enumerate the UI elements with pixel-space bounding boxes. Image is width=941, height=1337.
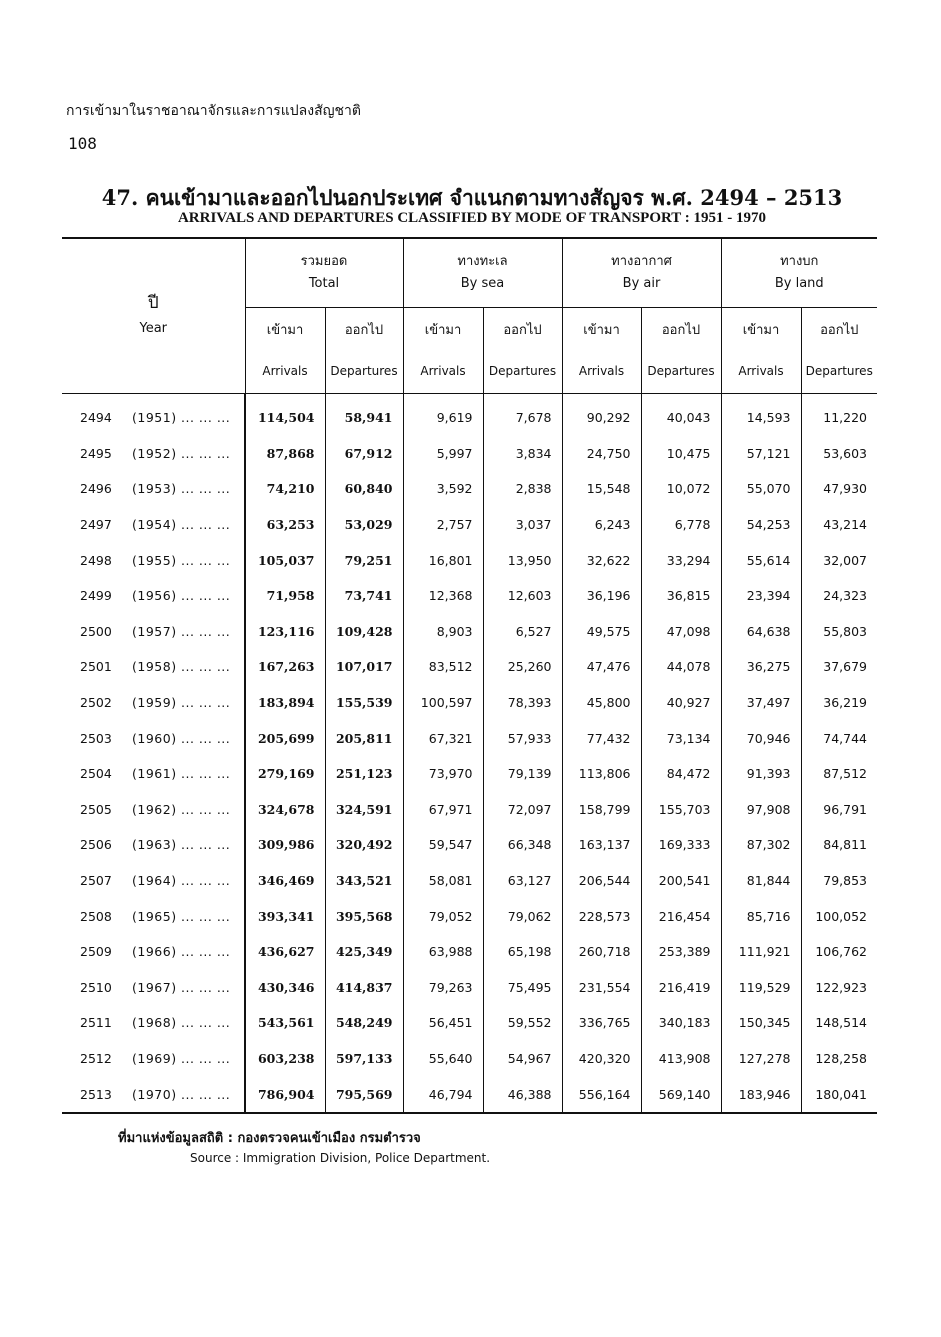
arrivals-thai: เข้ามา xyxy=(424,322,462,338)
land-arrivals-cell: 64,638 xyxy=(721,614,801,650)
air-departures-cell: 216,454 xyxy=(641,898,721,934)
sea-departures-cell: 66,348 xyxy=(483,827,562,863)
table-row xyxy=(62,649,877,685)
land-departures-cell: 74,744 xyxy=(801,720,877,756)
total-departures-cell: 60,840 xyxy=(325,471,403,507)
subheader-land-departures xyxy=(801,308,877,394)
year-header-english: Year xyxy=(139,321,168,336)
sea-departures-cell: 12,603 xyxy=(483,578,562,614)
land-arrivals-cell: 55,614 xyxy=(721,542,801,578)
total-arrivals-cell: 87,868 xyxy=(245,436,325,472)
sea-departures-cell: 13,950 xyxy=(483,542,562,578)
sea-arrivals-cell: 79,052 xyxy=(403,898,483,934)
total-departures-cell: 324,591 xyxy=(325,792,403,828)
land-departures-cell: 47,930 xyxy=(801,471,877,507)
year-ce-cell: (1955) ... ... ... xyxy=(132,552,231,568)
group-header-sea xyxy=(403,238,562,308)
table-row xyxy=(62,614,877,650)
total-departures-cell: 795,569 xyxy=(325,1076,403,1113)
total-arrivals-cell: 786,904 xyxy=(245,1076,325,1113)
total-departures-cell: 425,349 xyxy=(325,934,403,970)
departures-thai: ออกไป xyxy=(344,322,384,338)
total-arrivals-cell: 309,986 xyxy=(245,827,325,863)
land-arrivals-cell: 54,253 xyxy=(721,507,801,543)
year-be-cell: 2508 xyxy=(80,908,112,924)
land-departures-cell: 148,514 xyxy=(801,1005,877,1041)
sea-arrivals-cell: 16,801 xyxy=(403,542,483,578)
year-be-cell: 2509 xyxy=(80,944,112,960)
group-land-thai: ทางบก xyxy=(780,254,819,269)
table-row xyxy=(62,1076,877,1113)
air-departures-cell: 10,475 xyxy=(641,436,721,472)
air-arrivals-cell: 24,750 xyxy=(562,436,641,472)
land-arrivals-cell: 97,908 xyxy=(721,792,801,828)
sea-arrivals-cell: 12,368 xyxy=(403,578,483,614)
year-be-cell: 2510 xyxy=(80,979,112,995)
land-departures-cell: 36,219 xyxy=(801,685,877,721)
table-row xyxy=(62,685,877,721)
group-header-air xyxy=(562,238,721,308)
sea-arrivals-cell: 56,451 xyxy=(403,1005,483,1041)
subheader-land-arrivals xyxy=(721,308,801,394)
air-arrivals-cell: 420,320 xyxy=(562,1041,641,1077)
land-arrivals-cell: 85,716 xyxy=(721,898,801,934)
group-header-total xyxy=(245,238,403,308)
departures-english: Departures xyxy=(805,363,873,378)
air-arrivals-cell: 6,243 xyxy=(562,507,641,543)
table-row xyxy=(62,507,877,543)
sea-departures-cell: 46,388 xyxy=(483,1076,562,1113)
air-arrivals-cell: 206,544 xyxy=(562,863,641,899)
land-departures-cell: 79,853 xyxy=(801,863,877,899)
land-arrivals-cell: 81,844 xyxy=(721,863,801,899)
table-row xyxy=(62,471,877,507)
sea-arrivals-cell: 46,794 xyxy=(403,1076,483,1113)
land-arrivals-cell: 150,345 xyxy=(721,1005,801,1041)
subheader-total-arrivals xyxy=(245,308,325,394)
arrivals-english: Arrivals xyxy=(738,363,784,378)
arrivals-english: Arrivals xyxy=(262,363,308,378)
land-arrivals-cell: 23,394 xyxy=(721,578,801,614)
sea-arrivals-cell: 79,263 xyxy=(403,970,483,1006)
year-be-cell: 2504 xyxy=(80,766,112,782)
table-title-english: ARRIVALS AND DEPARTURES CLASSIFIED BY MODE OF TRANSPORT : 1951 - 1970 xyxy=(177,210,767,226)
sea-departures-cell: 72,097 xyxy=(483,792,562,828)
air-departures-cell: 33,294 xyxy=(641,542,721,578)
land-departures-cell: 24,323 xyxy=(801,578,877,614)
sea-arrivals-cell: 83,512 xyxy=(403,649,483,685)
air-arrivals-cell: 336,765 xyxy=(562,1005,641,1041)
land-arrivals-cell: 87,302 xyxy=(721,827,801,863)
land-departures-cell: 87,512 xyxy=(801,756,877,792)
sea-arrivals-cell: 58,081 xyxy=(403,863,483,899)
land-arrivals-cell: 36,275 xyxy=(721,649,801,685)
year-header-thai: ปี xyxy=(147,293,159,313)
total-arrivals-cell: 71,958 xyxy=(245,578,325,614)
total-arrivals-cell: 114,504 xyxy=(245,394,325,436)
source-note-english: Source : Immigration Division, Police Department. xyxy=(190,1151,491,1165)
arrivals-english: Arrivals xyxy=(578,363,625,378)
total-departures-cell: 343,521 xyxy=(325,863,403,899)
year-be-cell: 2507 xyxy=(80,873,112,889)
table-row xyxy=(62,1041,877,1077)
departures-thai: ออกไป xyxy=(503,322,542,338)
year-be-cell: 2495 xyxy=(80,445,112,461)
total-departures-cell: 67,912 xyxy=(325,436,403,472)
total-arrivals-cell: 603,238 xyxy=(245,1041,325,1077)
sea-arrivals-cell: 8,903 xyxy=(403,614,483,650)
sea-departures-cell: 6,527 xyxy=(483,614,562,650)
total-departures-cell: 395,568 xyxy=(325,898,403,934)
total-departures-cell: 205,811 xyxy=(325,720,403,756)
total-arrivals-cell: 63,253 xyxy=(245,507,325,543)
air-arrivals-cell: 228,573 xyxy=(562,898,641,934)
year-ce-cell: (1958) ... ... ... xyxy=(132,659,231,675)
departures-english: Departures xyxy=(330,363,398,378)
table-row xyxy=(62,720,877,756)
land-departures-cell: 122,923 xyxy=(801,970,877,1006)
air-departures-cell: 36,815 xyxy=(641,578,721,614)
year-ce-cell: (1967) ... ... ... xyxy=(132,979,231,995)
air-departures-cell: 44,078 xyxy=(641,649,721,685)
year-be-cell: 2494 xyxy=(80,410,112,426)
sea-arrivals-cell: 100,597 xyxy=(403,685,483,721)
air-departures-cell: 10,072 xyxy=(641,471,721,507)
air-arrivals-cell: 49,575 xyxy=(562,614,641,650)
sea-departures-cell: 59,552 xyxy=(483,1005,562,1041)
subheader-air-departures xyxy=(641,308,721,394)
arrivals-thai: เข้ามา xyxy=(583,322,620,338)
table-row xyxy=(62,827,877,863)
year-ce-cell: (1952) ... ... ... xyxy=(132,445,231,461)
group-land-english: By land xyxy=(774,276,824,291)
group-air-thai: ทางอากาศ xyxy=(611,254,672,269)
land-departures-cell: 53,603 xyxy=(801,436,877,472)
total-departures-cell: 320,492 xyxy=(325,827,403,863)
year-be-cell: 2513 xyxy=(80,1086,112,1102)
air-arrivals-cell: 113,806 xyxy=(562,756,641,792)
air-arrivals-cell: 32,622 xyxy=(562,542,641,578)
total-arrivals-cell: 167,263 xyxy=(245,649,325,685)
total-arrivals-cell: 393,341 xyxy=(245,898,325,934)
land-departures-cell: 106,762 xyxy=(801,934,877,970)
land-arrivals-cell: 55,070 xyxy=(721,471,801,507)
air-arrivals-cell: 15,548 xyxy=(562,471,641,507)
year-ce-cell: (1953) ... ... ... xyxy=(132,481,231,497)
land-arrivals-cell: 119,529 xyxy=(721,970,801,1006)
land-departures-cell: 84,811 xyxy=(801,827,877,863)
sea-departures-cell: 3,037 xyxy=(483,507,562,543)
total-arrivals-cell: 346,469 xyxy=(245,863,325,899)
table-title-thai: 47. คนเข้ามาและออกไปนอกประเทศ จำแนกตามทางสัญจร พ.ศ. 2494 – 2513 xyxy=(101,185,843,210)
sea-arrivals-cell: 55,640 xyxy=(403,1041,483,1077)
year-be-cell: 2502 xyxy=(80,695,112,711)
departures-thai: ออกไป xyxy=(820,322,859,338)
land-arrivals-cell: 57,121 xyxy=(721,436,801,472)
total-arrivals-cell: 543,561 xyxy=(245,1005,325,1041)
statistics-table xyxy=(62,237,877,1114)
year-ce-cell: (1957) ... ... ... xyxy=(132,623,231,639)
total-arrivals-cell: 205,699 xyxy=(245,720,325,756)
land-departures-cell: 55,803 xyxy=(801,614,877,650)
land-arrivals-cell: 111,921 xyxy=(721,934,801,970)
sea-departures-cell: 25,260 xyxy=(483,649,562,685)
total-departures-cell: 548,249 xyxy=(325,1005,403,1041)
year-ce-cell: (1951) ... ... ... xyxy=(132,410,231,426)
sea-departures-cell: 65,198 xyxy=(483,934,562,970)
sea-arrivals-cell: 67,321 xyxy=(403,720,483,756)
sea-departures-cell: 75,495 xyxy=(483,970,562,1006)
year-be-cell: 2512 xyxy=(80,1050,112,1066)
air-departures-cell: 155,703 xyxy=(641,792,721,828)
sea-departures-cell: 3,834 xyxy=(483,436,562,472)
air-arrivals-cell: 556,164 xyxy=(562,1076,641,1113)
subheader-sea-arrivals xyxy=(403,308,483,394)
land-departures-cell: 96,791 xyxy=(801,792,877,828)
total-arrivals-cell: 74,210 xyxy=(245,471,325,507)
sea-departures-cell: 79,062 xyxy=(483,898,562,934)
year-ce-cell: (1968) ... ... ... xyxy=(132,1015,231,1031)
group-header-land xyxy=(721,238,877,308)
year-ce-cell: (1961) ... ... ... xyxy=(132,766,231,782)
air-departures-cell: 200,541 xyxy=(641,863,721,899)
departures-english: Departures xyxy=(647,363,715,378)
year-be-cell: 2511 xyxy=(80,1015,112,1031)
sea-arrivals-cell: 9,619 xyxy=(403,394,483,436)
air-departures-cell: 40,927 xyxy=(641,685,721,721)
sea-departures-cell: 54,967 xyxy=(483,1041,562,1077)
sea-arrivals-cell: 63,988 xyxy=(403,934,483,970)
air-departures-cell: 569,140 xyxy=(641,1076,721,1113)
subheader-total-departures xyxy=(325,308,403,394)
air-departures-cell: 47,098 xyxy=(641,614,721,650)
air-arrivals-cell: 260,718 xyxy=(562,934,641,970)
land-departures-cell: 43,214 xyxy=(801,507,877,543)
year-be-cell: 2506 xyxy=(80,837,112,853)
land-arrivals-cell: 127,278 xyxy=(721,1041,801,1077)
table-row xyxy=(62,970,877,1006)
total-departures-cell: 597,133 xyxy=(325,1041,403,1077)
air-arrivals-cell: 231,554 xyxy=(562,970,641,1006)
arrivals-english: Arrivals xyxy=(420,363,466,378)
departures-english: Departures xyxy=(488,363,557,378)
arrivals-thai: เข้ามา xyxy=(742,322,780,338)
year-header xyxy=(62,238,245,394)
source-note-thai: ที่มาแห่งข้อมูลสถิติ : กองตรวจคนเข้าเมือง กรมตำรวจ xyxy=(118,1131,421,1146)
air-departures-cell: 40,043 xyxy=(641,394,721,436)
total-departures-cell: 414,837 xyxy=(325,970,403,1006)
air-arrivals-cell: 47,476 xyxy=(562,649,641,685)
table-row xyxy=(62,898,877,934)
total-arrivals-cell: 279,169 xyxy=(245,756,325,792)
sea-arrivals-cell: 67,971 xyxy=(403,792,483,828)
land-departures-cell: 37,679 xyxy=(801,649,877,685)
year-be-cell: 2501 xyxy=(80,659,112,675)
total-departures-cell: 251,123 xyxy=(325,756,403,792)
air-departures-cell: 253,389 xyxy=(641,934,721,970)
air-arrivals-cell: 90,292 xyxy=(562,394,641,436)
total-departures-cell: 107,017 xyxy=(325,649,403,685)
sea-arrivals-cell: 2,757 xyxy=(403,507,483,543)
land-departures-cell: 128,258 xyxy=(801,1041,877,1077)
land-arrivals-cell: 70,946 xyxy=(721,720,801,756)
air-departures-cell: 6,778 xyxy=(641,507,721,543)
total-arrivals-cell: 123,116 xyxy=(245,614,325,650)
land-departures-cell: 11,220 xyxy=(801,394,877,436)
sea-arrivals-cell: 73,970 xyxy=(403,756,483,792)
sea-departures-cell: 78,393 xyxy=(483,685,562,721)
land-arrivals-cell: 91,393 xyxy=(721,756,801,792)
air-departures-cell: 340,183 xyxy=(641,1005,721,1041)
year-ce-cell: (1954) ... ... ... xyxy=(132,517,231,533)
departures-thai: ออกไป xyxy=(661,322,701,338)
total-departures-cell: 58,941 xyxy=(325,394,403,436)
sea-arrivals-cell: 5,997 xyxy=(403,436,483,472)
table-row xyxy=(62,1005,877,1041)
table-row xyxy=(62,394,877,436)
land-arrivals-cell: 14,593 xyxy=(721,394,801,436)
land-departures-cell: 100,052 xyxy=(801,898,877,934)
air-arrivals-cell: 45,800 xyxy=(562,685,641,721)
total-arrivals-cell: 430,346 xyxy=(245,970,325,1006)
sea-departures-cell: 7,678 xyxy=(483,394,562,436)
table-row xyxy=(62,934,877,970)
air-arrivals-cell: 77,432 xyxy=(562,720,641,756)
year-ce-cell: (1959) ... ... ... xyxy=(132,695,231,711)
year-ce-cell: (1970) ... ... ... xyxy=(132,1086,231,1102)
air-departures-cell: 169,333 xyxy=(641,827,721,863)
year-be-cell: 2498 xyxy=(80,552,112,568)
air-arrivals-cell: 36,196 xyxy=(562,578,641,614)
group-sea-english: By sea xyxy=(460,276,505,291)
subheader-sea-departures xyxy=(483,308,562,394)
table-row xyxy=(62,578,877,614)
table-row xyxy=(62,863,877,899)
year-be-cell: 2503 xyxy=(80,730,112,746)
sea-departures-cell: 2,838 xyxy=(483,471,562,507)
group-total-english: Total xyxy=(308,276,340,291)
table-row xyxy=(62,436,877,472)
year-be-cell: 2499 xyxy=(80,588,112,604)
table-body xyxy=(62,394,877,1113)
total-departures-cell: 109,428 xyxy=(325,614,403,650)
sea-departures-cell: 63,127 xyxy=(483,863,562,899)
table-row xyxy=(62,756,877,792)
total-departures-cell: 79,251 xyxy=(325,542,403,578)
year-be-cell: 2497 xyxy=(80,517,112,533)
table-row xyxy=(62,542,877,578)
sea-departures-cell: 57,933 xyxy=(483,720,562,756)
land-departures-cell: 180,041 xyxy=(801,1076,877,1113)
total-arrivals-cell: 436,627 xyxy=(245,934,325,970)
total-arrivals-cell: 105,037 xyxy=(245,542,325,578)
land-arrivals-cell: 37,497 xyxy=(721,685,801,721)
year-be-cell: 2500 xyxy=(80,623,112,639)
total-arrivals-cell: 324,678 xyxy=(245,792,325,828)
total-departures-cell: 73,741 xyxy=(325,578,403,614)
land-arrivals-cell: 183,946 xyxy=(721,1076,801,1113)
sea-arrivals-cell: 3,592 xyxy=(403,471,483,507)
year-ce-cell: (1965) ... ... ... xyxy=(132,908,231,924)
air-departures-cell: 413,908 xyxy=(641,1041,721,1077)
year-be-cell: 2505 xyxy=(80,801,112,817)
sea-arrivals-cell: 59,547 xyxy=(403,827,483,863)
year-ce-cell: (1956) ... ... ... xyxy=(132,588,231,604)
air-departures-cell: 216,419 xyxy=(641,970,721,1006)
air-arrivals-cell: 163,137 xyxy=(562,827,641,863)
year-be-cell: 2496 xyxy=(80,481,112,497)
group-sea-thai: ทางทะเล xyxy=(457,254,508,269)
year-ce-cell: (1962) ... ... ... xyxy=(132,801,231,817)
year-ce-cell: (1964) ... ... ... xyxy=(132,873,231,889)
air-departures-cell: 84,472 xyxy=(641,756,721,792)
sea-departures-cell: 79,139 xyxy=(483,756,562,792)
arrivals-thai: เข้ามา xyxy=(266,322,304,338)
air-departures-cell: 73,134 xyxy=(641,720,721,756)
total-departures-cell: 155,539 xyxy=(325,685,403,721)
air-arrivals-cell: 158,799 xyxy=(562,792,641,828)
group-total-thai: รวมยอด xyxy=(300,254,348,269)
year-ce-cell: (1966) ... ... ... xyxy=(132,944,231,960)
running-head: การเข้ามาในราชอาณาจักรและการแปลงสัญชาติ xyxy=(66,103,362,119)
page-number: 108 xyxy=(68,134,97,153)
year-ce-cell: (1960) ... ... ... xyxy=(132,730,231,746)
group-air-english: By air xyxy=(622,276,661,291)
total-arrivals-cell: 183,894 xyxy=(245,685,325,721)
total-departures-cell: 53,029 xyxy=(325,507,403,543)
subheader-air-arrivals xyxy=(562,308,641,394)
year-ce-cell: (1963) ... ... ... xyxy=(132,837,231,853)
year-ce-cell: (1969) ... ... ... xyxy=(132,1050,231,1066)
table-row xyxy=(62,792,877,828)
land-departures-cell: 32,007 xyxy=(801,542,877,578)
